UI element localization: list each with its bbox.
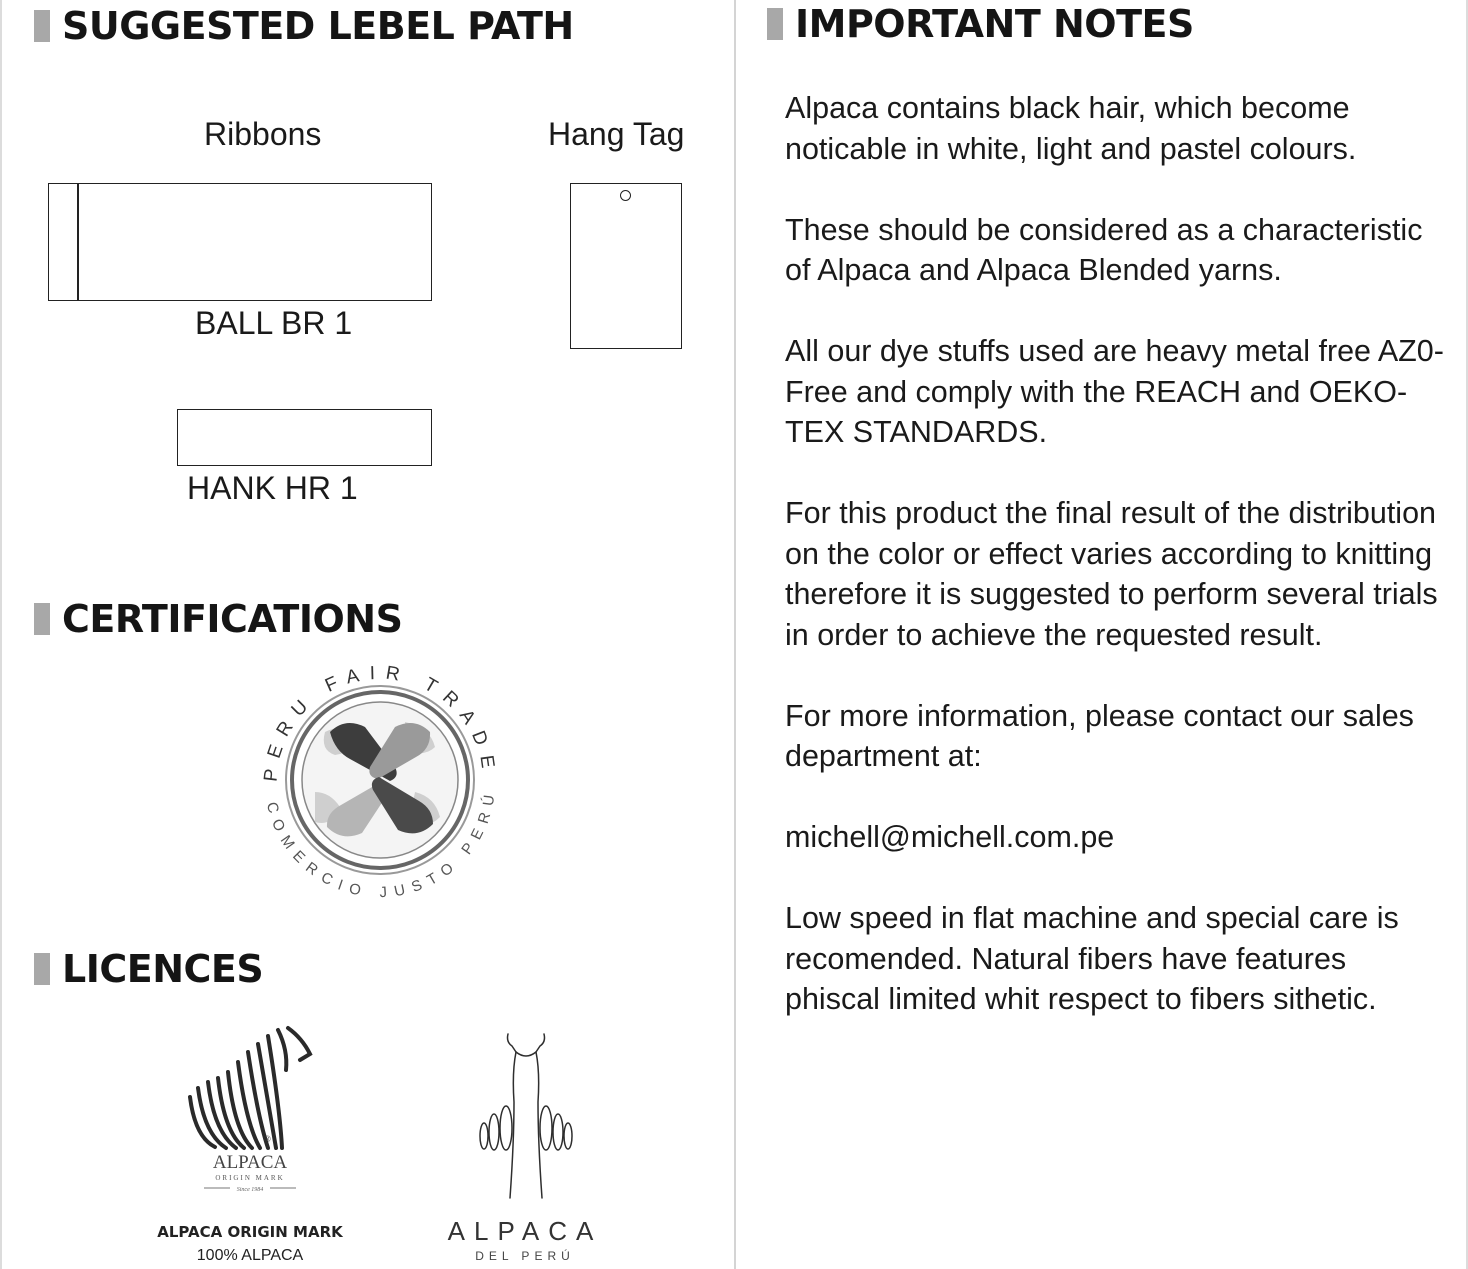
certifications-heading [34,597,402,641]
note-paragraph: Alpaca contains black hair, which become noticable in white, light and pastel colours. [785,91,1357,166]
striped-alpaca-icon [190,1028,310,1148]
origin-logo-sub: ORIGIN MARK [215,1174,285,1182]
tag-hole-icon [620,190,631,201]
alpaca-origin-mark-logo [180,1022,320,1197]
line-alpaca-icon [480,1034,572,1198]
heading-bar-icon [34,10,50,42]
note-paragraph: For this product the final result of the distribution on the color or effect varies according to knitting therefore it is suggested to perform several trials in order to achieve the requested result. [785,496,1438,652]
origin-mark-title: ALPACA ORIGIN MARK [157,1223,343,1241]
label-path-heading-text: SUGGESTED LEBEL PATH [62,4,574,48]
certifications-heading-text: CERTIFICATIONS [62,597,403,641]
ribbon-fold-line [77,184,79,300]
origin-mark-subtitle: 100% ALPACA [196,1247,304,1264]
del-peru-subtitle: DEL PERÚ [475,1249,575,1263]
note-paragraph: For more information, please contact our sales department at: [785,698,1414,773]
svg-text:®: ® [264,1134,271,1144]
label-path-heading [34,4,574,48]
hang-tag-shape [570,183,682,349]
del-peru-title: ALPACA [447,1216,603,1246]
fair-trade-bottom-text: COMERCIO JUSTO PERÚ [262,785,500,902]
note-paragraph: These should be considered as a characteristic of Alpaca and Alpaca Blended yarns. [785,212,1423,287]
hank-label: HANK HR 1 [187,470,358,506]
note-paragraph: All our dye stuffs used are heavy metal free AZ0-Free and comply with the REACH and OEKO-TEX STANDARDS. [785,334,1444,449]
notes-heading [767,2,1194,46]
licences-heading [34,947,263,991]
licences-heading-text: LICENCES [62,947,264,991]
column-divider [734,0,736,1269]
ball-label: BALL BR 1 [195,305,353,341]
hank-ribbon-shape [177,409,432,466]
heading-bar-icon [767,8,783,40]
ribbons-label: Ribbons [204,116,322,152]
notes-body [785,88,1445,1060]
heading-bar-icon [34,953,50,985]
hang-tag-label: Hang Tag [548,116,685,152]
origin-logo-word: ALPACA [212,1152,288,1173]
contact-email: michell@michell.com.pe [785,820,1115,854]
heading-bar-icon [34,603,50,635]
origin-logo-since: Since 1984 [236,1187,264,1193]
ball-ribbon-shape [48,183,432,301]
page-edge-left [0,0,2,1269]
note-paragraph: Low speed in flat machine and special care is recomended. Natural fibers have features phiscal limited whit respect to fibers sithetic. [785,901,1399,1016]
fair-trade-top-text: PERU FAIR TRADE [260,662,500,783]
alpaca-del-peru-logo [466,1028,586,1203]
notes-heading-text: IMPORTANT NOTES [795,2,1194,46]
fair-trade-logo [255,662,505,902]
